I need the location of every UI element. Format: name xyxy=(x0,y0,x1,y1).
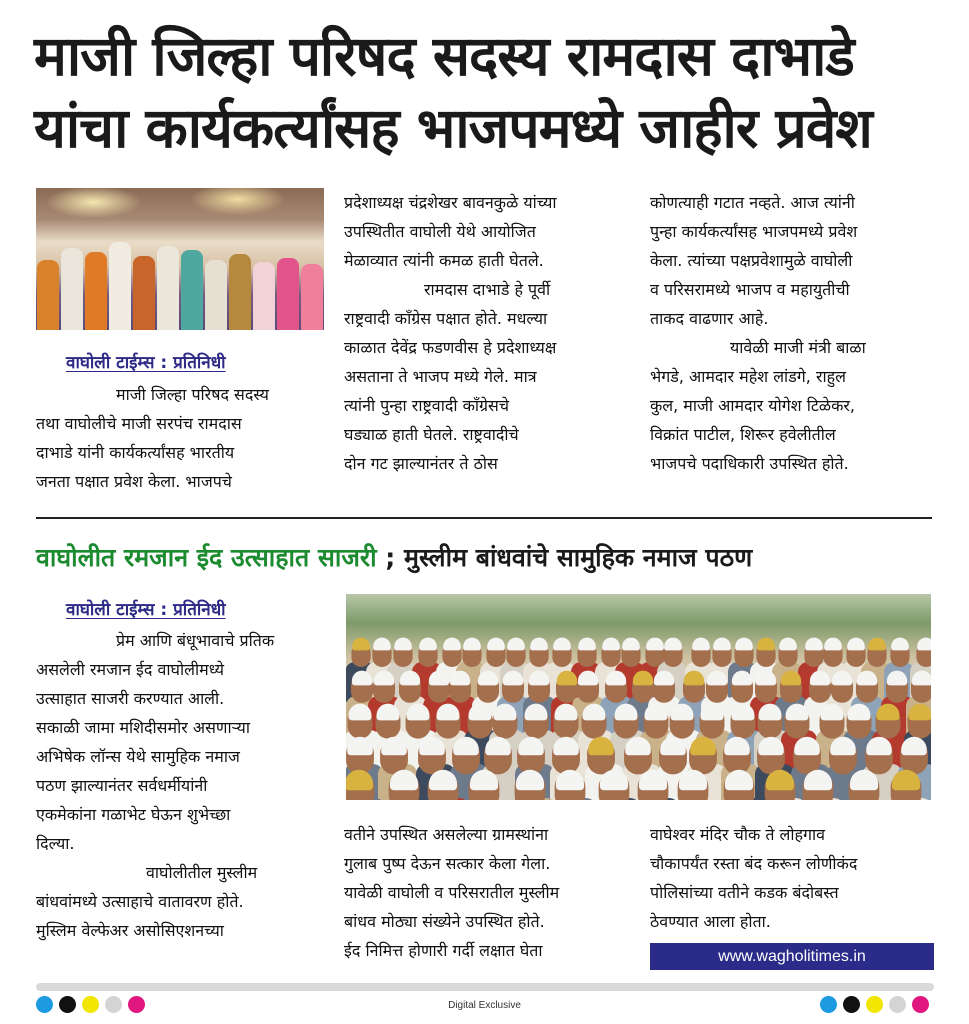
prayer-cap xyxy=(850,770,878,790)
prayer-cap xyxy=(578,671,598,686)
prayer-cap xyxy=(578,638,596,651)
prayer-cap xyxy=(450,671,470,686)
prayer-cap xyxy=(625,737,651,756)
prayer-cap xyxy=(646,638,664,651)
headline-line-1: माजी जिल्हा परिषद सदस्य रामदास दाभाडे xyxy=(34,24,854,88)
text-line: मुस्लिम वेल्फेअर असोसिएशनच्या xyxy=(36,921,224,940)
prayer-cap xyxy=(603,638,621,651)
prayer-cap xyxy=(731,704,754,721)
prayer-cap xyxy=(707,671,727,686)
text-line: असताना ते भाजप मध्ये गेले. मात्र xyxy=(344,367,537,386)
article2-column-2 xyxy=(344,820,624,965)
prayer-cap xyxy=(478,671,498,686)
prayer-cap xyxy=(553,638,571,651)
text-line: व परिसरामध्ये भाजप व महायुतीची xyxy=(650,280,850,299)
prayer-cap xyxy=(557,671,577,686)
prayer-cap xyxy=(809,671,829,686)
text-line: पठण झाल्यानंतर सर्वधर्मीयांनी xyxy=(36,776,208,795)
prayer-cap xyxy=(349,704,372,721)
text-line: यावेळी वाघोली व परिसरातील मुस्लीम xyxy=(344,883,560,902)
footer-label: Digital Exclusive xyxy=(448,1000,521,1011)
article2-title-black: मुस्लीम बांधवांचे सामुहिक नमाज पठण xyxy=(404,543,753,572)
text-line: मेळाव्यात त्यांनी कमळ हाती घेतले. xyxy=(344,251,544,270)
text-line: राष्ट्रवादी काँग्रेस पक्षात होते. मधल्या xyxy=(344,309,548,328)
prayer-cap xyxy=(820,704,843,721)
eid-prayer-crowd-photo xyxy=(346,594,931,800)
prayer-cap xyxy=(485,737,511,756)
prayer-cap xyxy=(494,704,517,721)
black-dot xyxy=(843,996,860,1013)
prayer-cap xyxy=(805,638,823,651)
text-line: पुन्हा कार्यकर्त्यांसह भाजपमध्ये प्रवेश xyxy=(650,222,858,241)
prayer-cap xyxy=(665,638,683,651)
prayer-cap xyxy=(443,638,461,651)
prayer-cap xyxy=(516,770,544,790)
text-line: उपस्थितीत वाघोली येथे आयोजित xyxy=(344,222,536,241)
prayer-cap xyxy=(684,671,704,686)
text-line: असलेली रमजान ईद वाघोलीमध्ये xyxy=(36,660,224,679)
prayer-cap xyxy=(758,737,784,756)
text-line: जनता पक्षात प्रवेश केला. भाजपचे xyxy=(36,472,232,491)
grey-dot xyxy=(889,996,906,1013)
prayer-cap xyxy=(917,638,931,651)
article2-title-green: वाघोलीत रमजान ईद उत्साहात साजरी xyxy=(36,543,377,572)
article1-column-2 xyxy=(344,188,624,478)
prayer-cap xyxy=(633,671,653,686)
prayer-cap xyxy=(765,770,793,790)
article2-headline xyxy=(36,538,936,578)
text-line: भेगडे, आमदार महेश लांडगे, राहुल xyxy=(650,367,846,386)
prayer-cap xyxy=(373,671,393,686)
prayer-cap xyxy=(507,638,525,651)
text-line: अभिषेक लॉन्स येथे सामुहिक नमाज xyxy=(36,747,240,766)
text-line: घड्याळ हाती घेतले. राष्ट्रवादीचे xyxy=(344,425,519,444)
prayer-cap xyxy=(419,638,437,651)
text-line: उत्साहात साजरी करण्यात आली. xyxy=(36,689,225,708)
prayer-cap xyxy=(554,704,577,721)
article2-column-3 xyxy=(650,820,934,936)
text-line: कोणत्याही गटात नव्हते. आज त्यांनी xyxy=(650,193,855,212)
prayer-cap xyxy=(832,671,852,686)
cyan-dot xyxy=(820,996,837,1013)
prayer-cap xyxy=(679,770,707,790)
prayer-cap xyxy=(724,770,752,790)
text-line: बांधवांमध्ये उत्साहाचे वातावरण होते. xyxy=(36,892,244,911)
prayer-cap xyxy=(622,638,640,651)
footer-bar xyxy=(36,983,934,991)
prayer-cap xyxy=(530,638,548,651)
text-line: एकमेकांना गळाभेट घेऊन शुभेच्छा xyxy=(36,805,231,824)
prayer-cap xyxy=(352,638,370,651)
prayer-cap xyxy=(553,737,579,756)
text-line: सकाळी जामा मशिदीसमोर असणाऱ्या xyxy=(36,718,250,737)
text-line: प्रेम आणि बंधूभावाचे प्रतिक xyxy=(116,631,275,650)
prayer-cap xyxy=(381,737,407,756)
prayer-cap xyxy=(713,638,731,651)
prayer-cap xyxy=(518,737,544,756)
text-line: यावेळी माजी मंत्री बाळा xyxy=(730,338,866,357)
text-line: गुलाब पुष्प देऊन सत्कार केला गेला. xyxy=(344,854,551,873)
prayer-cap xyxy=(886,671,906,686)
text-line: केला. त्यांच्या पक्षप्रवेशामुळे वाघोली xyxy=(650,251,853,270)
article2-column-1 xyxy=(36,626,322,945)
text-line: दिल्या. xyxy=(36,834,75,853)
prayer-cap xyxy=(876,704,899,721)
main-headline xyxy=(34,20,944,164)
text-line: ठेवण्यात आला होता. xyxy=(650,912,771,931)
text-line: माजी जिल्हा परिषद सदस्य xyxy=(116,385,269,404)
prayer-cap xyxy=(395,638,413,651)
text-line: ईद निमित्त होणारी गर्दी लक्षात घेता xyxy=(344,941,543,960)
prayer-cap xyxy=(912,671,931,686)
prayer-cap xyxy=(588,737,614,756)
prayer-cap xyxy=(830,737,856,756)
prayer-cap xyxy=(615,704,638,721)
prayer-cap xyxy=(908,704,931,721)
prayer-cap xyxy=(346,770,373,790)
prayer-cap xyxy=(429,671,449,686)
prayer-cap xyxy=(376,704,399,721)
prayer-cap xyxy=(857,671,877,686)
website-link[interactable]: www.wagholitimes.in xyxy=(650,943,934,970)
text-line: भाजपचे पदाधिकारी उपस्थित होते. xyxy=(650,454,849,473)
prayer-cap xyxy=(736,638,754,651)
text-line: चौकापर्यंत रस्ता बंद करून लोणीकंद xyxy=(650,854,858,873)
yellow-dot xyxy=(866,996,883,1013)
text-line: रामदास दाभाडे हे पूर्वी xyxy=(424,280,551,299)
prayer-cap xyxy=(847,638,865,651)
prayer-cap xyxy=(759,704,782,721)
prayer-cap xyxy=(786,704,809,721)
prayer-cap xyxy=(868,638,886,651)
section-divider xyxy=(36,517,932,519)
prayer-cap xyxy=(373,638,391,651)
text-line: बांधव मोठ्या संख्येने उपस्थित होते. xyxy=(344,912,545,931)
prayer-cap xyxy=(606,671,626,686)
text-line: वतीने उपस्थित असलेल्या ग्रामस्थांना xyxy=(344,825,549,844)
prayer-cap xyxy=(529,671,549,686)
prayer-cap xyxy=(638,770,666,790)
magenta-dot xyxy=(912,996,929,1013)
text-line: वाघोलीतील मुस्लीम xyxy=(146,863,258,882)
text-line: तथा वाघोलीचे माजी सरपंच रामदास xyxy=(36,414,242,433)
prayer-cap xyxy=(692,638,710,651)
prayer-cap xyxy=(400,671,420,686)
text-line: वाघेश्वर मंदिर चौक ते लोहगाव xyxy=(650,825,826,844)
prayer-cap xyxy=(654,671,674,686)
text-line: प्रदेशाध्यक्ष चंद्रशेखर बावनकुळे यांच्या xyxy=(344,193,557,212)
text-line: कुल, माजी आमदार योगेश टिळेकर, xyxy=(650,396,855,415)
article1-column-1 xyxy=(36,380,322,496)
text-line: त्यांनी पुन्हा राष्ट्रवादी काँग्रेसचे xyxy=(344,396,510,415)
prayer-cap xyxy=(891,638,909,651)
article2-byline: वाघोली टाईम्स : प्रतिनिधी xyxy=(66,600,226,620)
prayer-cap xyxy=(660,737,686,756)
text-line: पोलिसांच्या वतीने कडक बंदोबस्त xyxy=(650,883,839,902)
prayer-cap xyxy=(488,638,506,651)
headline-line-2: यांचा कार्यकर्त्यांसह भाजपमध्ये जाहीर प्रवेश xyxy=(34,96,872,160)
prayer-cap xyxy=(781,671,801,686)
article1-column-3 xyxy=(650,188,934,478)
prayer-cap xyxy=(779,638,797,651)
text-line: ताकद वाढणार आहे. xyxy=(650,309,769,328)
text-line: दोन गट झाल्यानंतर ते ठोस xyxy=(344,454,498,473)
registration-dots-right xyxy=(820,996,929,1013)
prayer-cap xyxy=(463,638,481,651)
bjp-event-photo xyxy=(36,188,324,330)
article2-title-separator: ; xyxy=(376,543,404,572)
article1-byline: वाघोली टाईम्स : प्रतिनिधी xyxy=(66,353,226,373)
text-line: दाभाडे यांनी कार्यकर्त्यांसह भारतीय xyxy=(36,443,235,462)
prayer-cap xyxy=(757,638,775,651)
text-line: विक्रांत पाटील, शिरूर हवेलीतील xyxy=(650,425,836,444)
text-line: काळात देवेंद्र फडणवीस हे प्रदेशाध्यक्ष xyxy=(344,338,557,357)
prayer-cap xyxy=(825,638,843,651)
